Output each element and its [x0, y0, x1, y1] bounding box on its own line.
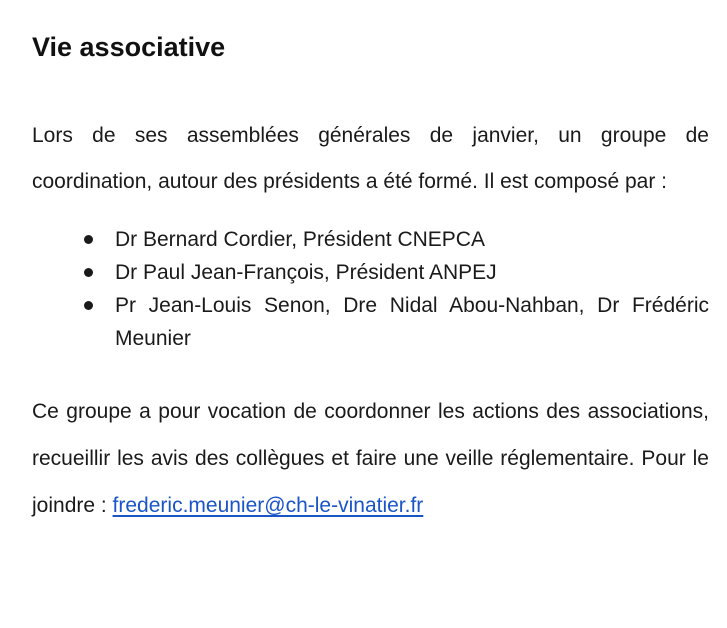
bullet-icon [84, 268, 93, 277]
member-text: Pr Jean-Louis Senon, Dre Nidal Abou-Nahban, Dr Frédéric Meunier [115, 294, 709, 350]
bullet-icon [84, 301, 93, 310]
member-text: Dr Paul Jean-François, Président ANPEJ [115, 261, 497, 284]
list-item [32, 256, 709, 289]
email-link[interactable]: frederic.meunier@ch-le-vinatier.fr [112, 494, 424, 517]
member-text: Dr Bernard Cordier, Président CNEPCA [115, 228, 485, 251]
closing-paragraph [32, 388, 709, 529]
bullet-icon [84, 235, 93, 244]
list-item [32, 223, 709, 256]
member-list [32, 223, 709, 355]
list-item [32, 289, 709, 355]
closing-text: Ce groupe a pour vocation de coordonner les actions des associations, recueillir les avis des collègues et faire une veille réglementaire. Pour le joindre : [32, 400, 709, 517]
section-title: Vie associative [32, 32, 226, 62]
intro-paragraph: Lors de ses assemblées générales de janvier, un groupe de coordination, autour des présidents a été formé. Il est composé par : [32, 124, 709, 193]
